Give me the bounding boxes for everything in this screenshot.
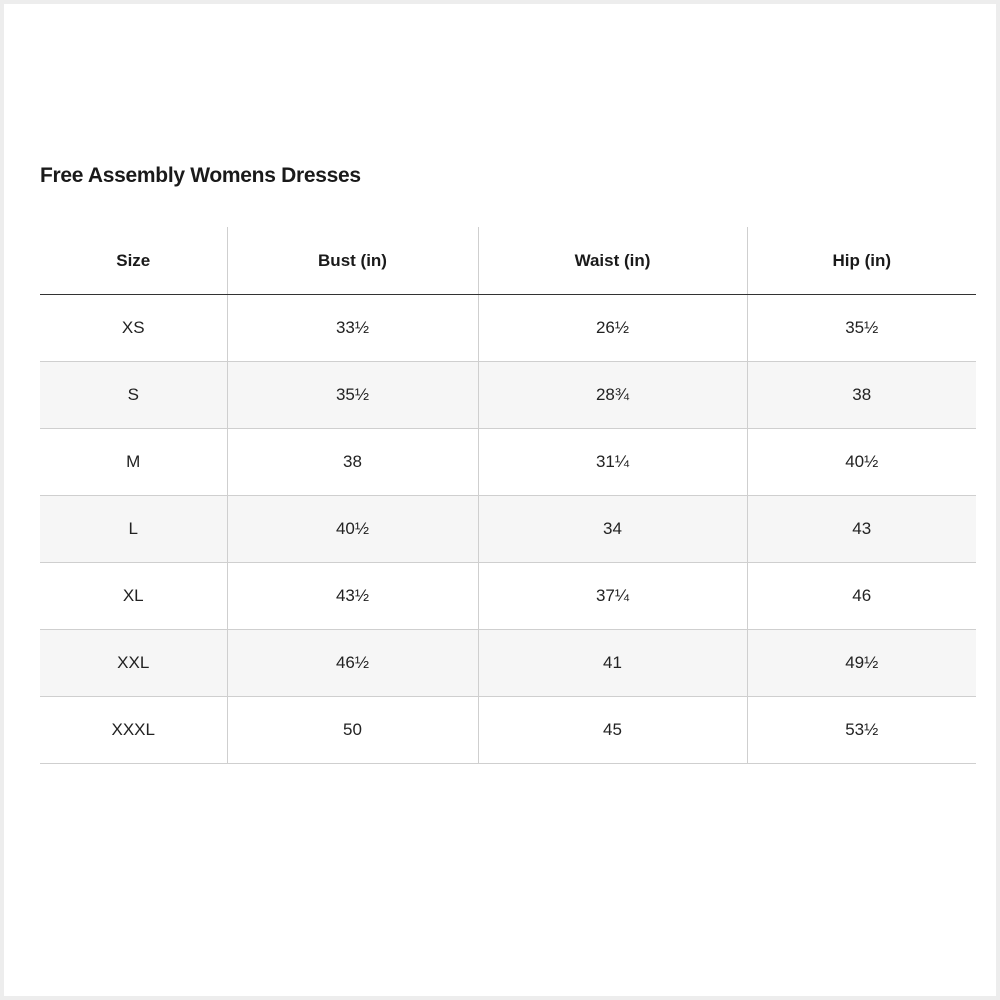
cell-bust: 43½ [227, 563, 478, 630]
table-row-l [40, 496, 976, 563]
cell-waist: 41 [478, 630, 747, 697]
cell-bust: 33½ [227, 295, 478, 362]
cell-waist: 26½ [478, 295, 747, 362]
cell-hip: 38 [747, 362, 976, 429]
cell-hip: 53½ [747, 697, 976, 764]
cell-bust: 40½ [227, 496, 478, 563]
cell-size: XL [40, 563, 227, 630]
cell-hip: 46 [747, 563, 976, 630]
cell-size: L [40, 496, 227, 563]
table-row-xs [40, 295, 976, 362]
header-row [40, 227, 976, 295]
cell-hip: 49½ [747, 630, 976, 697]
cell-bust: 35½ [227, 362, 478, 429]
cell-bust: 38 [227, 429, 478, 496]
table-row-xl [40, 563, 976, 630]
cell-waist: 31¼ [478, 429, 747, 496]
table-row-m [40, 429, 976, 496]
cell-bust: 50 [227, 697, 478, 764]
table-row-s [40, 362, 976, 429]
size-chart-table [40, 227, 976, 764]
cell-hip: 35½ [747, 295, 976, 362]
cell-waist: 45 [478, 697, 747, 764]
cell-hip: 43 [747, 496, 976, 563]
cell-size: XXL [40, 630, 227, 697]
cell-size: XXXL [40, 697, 227, 764]
table-row-xxl [40, 630, 976, 697]
cell-waist: 37¼ [478, 563, 747, 630]
cell-hip: 40½ [747, 429, 976, 496]
header-size: Size [40, 227, 227, 295]
header-bust: Bust (in) [227, 227, 478, 295]
header-hip: Hip (in) [747, 227, 976, 295]
cell-size: XS [40, 295, 227, 362]
size-chart-title: Free Assembly Womens Dresses [40, 164, 361, 187]
header-waist: Waist (in) [478, 227, 747, 295]
cell-waist: 28¾ [478, 362, 747, 429]
cell-size: S [40, 362, 227, 429]
cell-waist: 34 [478, 496, 747, 563]
table-row-xxxl [40, 697, 976, 764]
cell-size: M [40, 429, 227, 496]
cell-bust: 46½ [227, 630, 478, 697]
